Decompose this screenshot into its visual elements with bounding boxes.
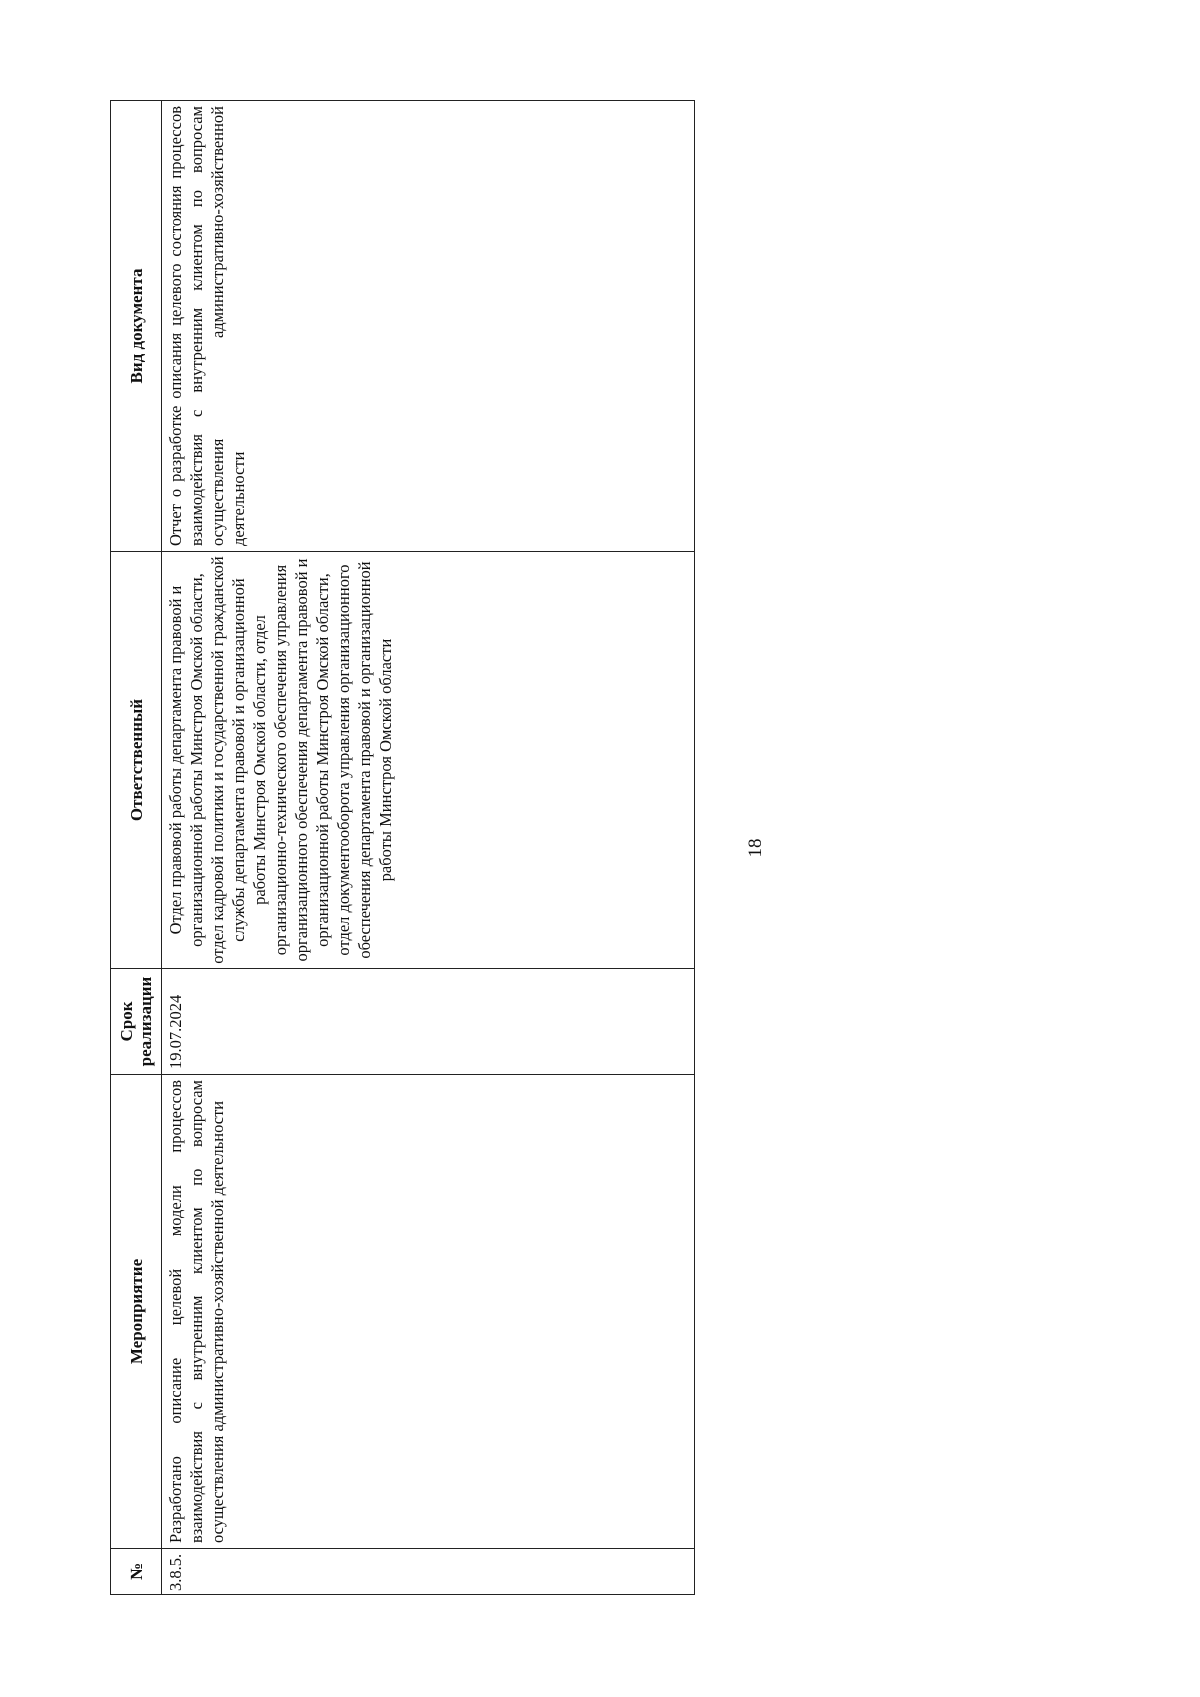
row-event-cell: Разработано описание целевой модели процессов взаимодействия с внутренним клиентом по вопросам осуществления административно-хозяйственной деятельности [162,1075,695,1549]
row-responsible-cell: Отдел правовой работы департамента правовой и организационной работы Минстроя Омской области, отдел кадровой политики и государственной гражданской службы департамента правовой и организационной работы Минстроя Омской области, отдел организационно-технического обеспечения управления организационного обеспечения департамента правовой и организационной работы Минстроя Омской области, отдел документооборота управления организационного обеспечения департамента правовой и организационной работы Минстроя Омской области [162,552,695,969]
row-doc-type-cell: Отчет о разработке описания целевого состояния процессов взаимодействия с внутренним клиентом по вопросам осуществления административно-хозяйственной деятельности [162,101,695,552]
events-table [110,100,695,1595]
row-deadline-cell: 19.07.2024 [162,969,695,1075]
header-num: № [111,1549,162,1595]
header-deadline-line2: реализации [136,976,155,1067]
header-responsible: Ответственный [111,552,162,969]
header-doc-type: Вид документа [111,101,162,552]
header-deadline-line1: Срок [117,1001,136,1042]
page-number: 18 [745,838,766,858]
table-header-row [111,101,162,1595]
row-num-cell: 3.8.5. [162,1549,695,1595]
header-deadline [111,969,162,1075]
rotated-page-content [110,101,766,1595]
header-event: Мероприятие [111,1075,162,1549]
table-row [162,101,695,1595]
